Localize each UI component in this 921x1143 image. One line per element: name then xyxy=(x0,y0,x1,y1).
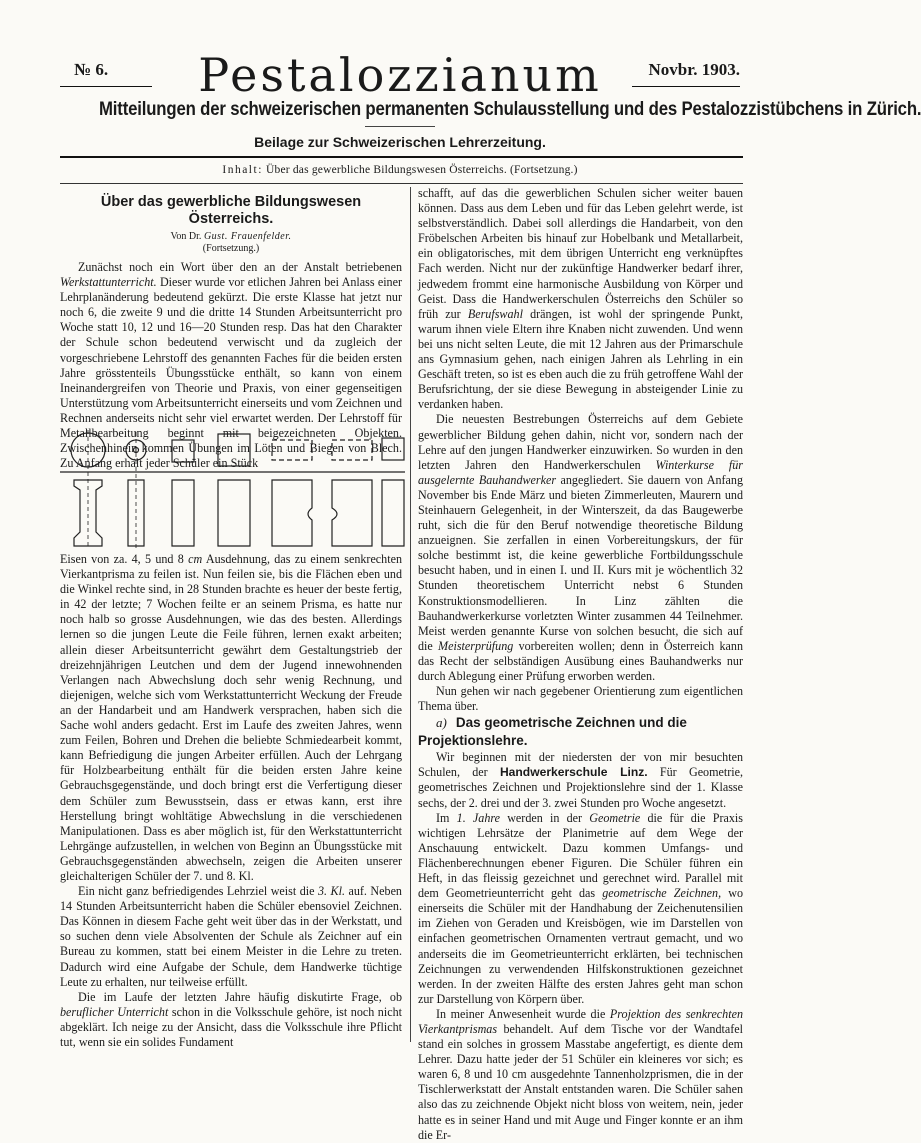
large-square xyxy=(218,434,250,466)
supplement-line: Beilage zur Schweizerischen Lehrerzeitung. xyxy=(254,134,546,150)
table-of-contents xyxy=(0,164,800,176)
right-column xyxy=(418,186,743,1143)
paragraph: schafft, auf das die gewerblichen Schulen sicher weiter bauen können. Dass aus dem Leben und für das Leben gelehrt werde, ist selbstverständlich. Dabei soll allerdings die Handarbeit, von den Fröbelschen Arbeiten bis hinauf zur Hobelbank und Metallarbeit, ein obligatorisches, mit dem übrigen Unterricht eng verknüpftes Fach werden. Nicht nur der zukünftige Handwerker bedarf ihrer, jedwedem frommt eine harmonische Ausbildung von Körper und Geist. Dass die Handwerkerschulen Österreichs den Schüler so früh zur Berufswahl drängen, ist wohl der springende Punkt, warum ihnen viele Eltern ihre Knaben nicht zuwenden. Und wenn bei uns nicht selten Leute, die mit 12 Jahren aus der Primarschule ans Gymnasium gehen, nach einigen Jahren als Lehrling in ein Geschäft treten, so ist es eben auch die zu früh getroffene Wahl der Berufsrichtung, der sie diese Bewegung in absteigender Linie zu verdanken haben. xyxy=(418,186,743,412)
notched-piece xyxy=(332,480,372,546)
ornament-divider xyxy=(365,126,435,127)
journal-title: Pestalozzianum xyxy=(198,48,602,102)
continuation-note: (Fortsetzung.) xyxy=(202,243,260,254)
header-rule xyxy=(60,156,743,158)
issue-number: № 6. xyxy=(74,60,109,79)
section-title: Das geometrische Zeichnen und die Projektionslehre. xyxy=(418,715,687,749)
masthead-rule-right xyxy=(632,86,740,87)
column-divider xyxy=(410,187,411,1042)
byline xyxy=(60,231,402,243)
paragraph: Die neuesten Bestrebungen Österreichs auf dem Gebiete gewerblicher Bildung gehen dahin, nicht vor, sondern nach der Lehre auf den jungen Handwerker einzuwirken. So wurden in den letzten Jahren den Handwerkerschulen Winterkurse für ausgelernte Bauhandwerker angegliedert. Sie dauern von Anfang November bis Ende März und bieten Zimmerleuten, Maurern und Steinhauern Gelegenheit, in der Winterszeit, da das Baugewerbe ruht, sich die für den Beruf notwendige theoretische Bildung anzueignen. Sie zerfallen in einen Vorbereitungskurs, der für solche bestimmt ist, die keine gewerbliche Fortbildungsschule besucht haben, und in einen I. und II. Kurs mit je wöchentlich 32 Stunden theoretischem Unterricht nebst 6 Stunden Konstruktionsmodellieren. In Linz zählten die Bauhandwerkerkurse vorletzten Winter zusammen 44 Teilnehmer. Meist werden genannte Kurse von solchen besucht, die sich auf die Meisterprüfung vorbereiten wollen; denn in Österreich kann das Recht der selbständigen Ausübung eines Bauhandwerks nur durch Ablegung einer Prüfung erworben werden. xyxy=(418,412,744,683)
paragraph: In meiner Anwesenheit wurde die Projektion des senkrechten Vierkantprismas behandelt. Auf dem Tische vor der Wandtafel stand ein solches in grossem Masstabe angefertigt, es diente dem Lehrer. Dazu hatte jeder der 51 Schüler ein kleineres vor sich; es waren 6, 8 und 10 cm ausgedehnte Tannenholzprismen, die in der Tischlerwerkstatt der Anstalt entstanden waren. Die Schüler sahen also das zu zeichnende Objekt nicht bloss von weitem, nein, jeder hatte es in seiner Hand und mit Auge und Finger konnte er an ihm die Er- xyxy=(418,1006,743,1142)
left-column-bottom xyxy=(60,552,402,1050)
toc-label: Inhalt: xyxy=(222,164,263,176)
paragraph: Ein nicht ganz befriedigendes Lehrziel weist die 3. Kl. auf. Neben 14 Stunden Arbeitsunterricht haben die Schüler ebensoviel Zeichnen. Das Können in diesem Fache geht weit über das in der Werkstatt, und so suchen denn viele Absolventen der Schule als Zeichner auf ein Bureau zu kommen, statt bei einem Meister in die Lehre zu treten. Dadurch wird eine Aufgabe der Schule, dem Handwerke tüchtige Leute zu erhalten, nur teilweise erfüllt. xyxy=(60,884,402,989)
paragraph: Im 1. Jahre werden in der Geometrie die für die Praxis wichtigen Lehrsätze der Planimetrie auf dem Wege der Anschauung entwickelt. Dazu kommen Umfangs- und Flächenberechnungen ebener Figuren. Die Schüler führen ein Heft, in das fleissig gezeichnet und gerechnet wird. Parallel mit dem Geometrieunterricht geht das geometrische Zeichnen, wo einerseits die Schüler mit der Handhabung der Zeichenutensilien im Ziehen von Geraden und Kreisbögen, wie im Darstellen von einfachen geometrischen Ornamenten vertraut gemacht, und wo anderseits die im Geometrieunterricht erklärten, bei technischen Zeichnungen zu verwendenden Hilfskonstruktionen gezeichnet werden. In der zweiten Hälfte des ersten Jahres geht man schon zur Darstellung von Körpern über. xyxy=(418,810,743,1006)
paragraph: Wir beginnen mit der niedersten der von mir besuchten Schulen, der Handwerkerschule Linz. Für Geometrie, geometrisches Zeichnen und Projektionslehre sind der 1. Klasse sechs, der 2. drei und der 3. zwei Stunden pro Woche angesetzt. xyxy=(418,750,744,810)
section-letter: a) xyxy=(436,715,447,731)
paragraph: Die im Laufe der letzten Jahre häufig diskutirte Frage, ob beruflicher Unterricht schon in die Volksschule gehöre, ist noch nicht abgeklärt. Ich neige zu der Ansicht, dass die Volksschule ihre Pflicht tut, wenn sie ein solides Fundament xyxy=(60,989,402,1049)
paragraph: Eisen von za. 4, 5 und 8 cm Ausdehnung, das zu einem senkrechten Vierkantprisma zu feilen ist. Nun feilen sie, bis die Flächen eben und die Winkel rechte sind, in 28 Stunden brachte es heuer der beste fertig, in 42 der letzte; 7 Wochen feilte er an seinem Prisma, es hatte nur noch halb so grosse Ausdehnungen, wie das des besten. Allerdings lernen so die jungen Leute die Feile führen, lernen exakt arbeiten; allein dieser Arbeitsunterricht gewährt dem Gestaltungstrieb der dreizehnjährigen Leutchen und dem der Jugend innewohnenden Verlangen nach Abwechslung doch sehr wenig Rechnung, und diejenigen, welche sich vom Werkstattunterricht Weckung der Freude an der Handarbeit und am Handwerk versprachen, haben sich die Sache wohl anders gedacht. Erst im Laufe des zweiten Jahres, wenn zum Feilen, Bohren und Drehen die beliebte Schmiedearbeit kommt, kann Befriedigung die jungen Arbeiter erfüllen. Auch der Lehrgang für Holzbearbeitung enthält für die beiden ersten Jahre keine Gebrauchsgegenstände, und doch bringt erst die Verfertigung dieser dem Schüler zum Bewusstsein, dass er etwas kann, erst ihre Herstellung bringt wohltätige Abwechslung in die verschiedenen Manipulationen. Dass es aber möglich ist, für den Werkstattunterricht Lehrgänge aufzustellen, in welchen von Beginn an Übungsstücke mit Gebrauchsgegenständen abwechseln, zeigen die Arbeiten unserer gleichalterigen Schüler der 7. und 8. Kl. xyxy=(60,552,402,883)
end-piece xyxy=(382,480,404,546)
dashed-rect xyxy=(272,440,312,460)
block-piece xyxy=(218,480,250,546)
end-square xyxy=(382,438,404,460)
bar-piece xyxy=(172,480,194,546)
journal-subtitle: Mitteilungen der schweizerischen permanenten Schulausstellung und des Pestalozzistübchens in Zürich. xyxy=(99,98,921,120)
notched-piece xyxy=(272,480,312,546)
paragraph: Zunächst noch ein Wort über den an der Anstalt betriebenen Werkstattunterricht. Dieser wurde vor etlichen Jahren bei Anlass einer Lehrplanänderung bedeutend gekürzt. Die erste Klasse hat jetzt nur noch 6, die zweite 9 und die dritte 14 Stunden Arbeitsunterricht pro Woche statt 10, 12 und 16—20 Stunden resp. Das hat den Charakter der Schule schon bedeutend verwischt und da zugleich der vorgeschriebene Lehrstoff des genannten Faches für die beiden ersten Jahre grösstenteils Übungsstücke enthält, so kann von einem Ineinandergreifen von Theorie und Praxis, von einer gegenseitigen Unterstützung vom Arbeitsunterricht einerseits und vom Zeichnen und Rechnen anderseits nicht sehr viel erwartet werden. Der Lehrstoff für Metallbearbeitung beginnt mit beigezeichneten Objekten. Zwischenhinein kommen Übungen im Löten und Biegen von Blech. Zu Anfang erhält jeder Schüler ein Stück xyxy=(60,260,403,471)
toc-rule xyxy=(60,183,743,184)
section-heading xyxy=(418,714,743,750)
paragraph: Nun gehen wir nach gegebener Orientierung zum eigentlichen Thema über. xyxy=(418,684,743,714)
workpiece-figure xyxy=(60,428,405,550)
dashed-rect xyxy=(332,440,372,460)
byline-author: Gust. Frauenfelder. xyxy=(203,231,292,242)
article-title: Über das gewerbliche Bildungswesen Österreichs. xyxy=(100,194,362,227)
toc-entry: Über das gewerbliche Bildungswesen Österreichs. (Fortsetzung.) xyxy=(265,164,578,176)
issue-date: Novbr. 1903. xyxy=(648,60,740,79)
byline-prefix: Von Dr. xyxy=(170,231,202,242)
square-shape xyxy=(172,440,194,462)
